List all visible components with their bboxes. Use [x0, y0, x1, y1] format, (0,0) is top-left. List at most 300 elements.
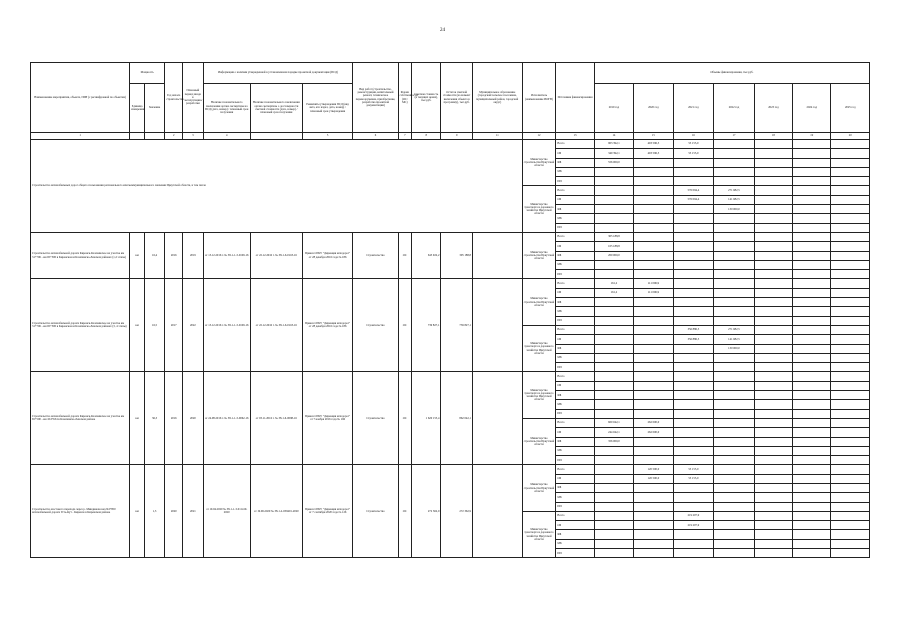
amount-cell — [594, 465, 633, 474]
amount-cell — [673, 167, 714, 176]
header-plan-year: Плановый период ввода в эксплуатацию/разработки — [183, 63, 203, 133]
amount-cell: 356 000,0 — [594, 437, 633, 446]
amount-cell — [831, 502, 870, 511]
column-number: 5 — [302, 133, 353, 140]
project-name: Строительство автомобильной дороги Киренск-Казачинское на участке км 31+706 - км 65+500 в Киренском и Казачинско-Ленском районах (1,2 этапы) — [31, 232, 130, 278]
table-row — [31, 140, 870, 149]
amount-cell — [793, 409, 831, 418]
expertise-cell: от 13.12.2016 г. № 38-1-1-3-0109-16 — [203, 279, 250, 372]
amount-cell — [831, 270, 870, 279]
amount-cell — [714, 521, 755, 530]
source-cell: Всего — [556, 232, 594, 241]
source-cell: Всего — [556, 418, 594, 427]
source-cell: МБ — [556, 214, 594, 223]
amount-cell — [594, 223, 633, 232]
amount-cell — [634, 511, 673, 520]
amount-cell — [793, 428, 831, 437]
amount-cell: 903 392,1 — [594, 140, 633, 149]
amount-cell — [634, 549, 673, 558]
remaining-cost-cell: 272 362,9 — [441, 465, 473, 558]
column-number: 20 — [831, 133, 870, 140]
end-year-cell: 2020 — [183, 372, 203, 465]
executor-cell: Министерство строительства Иркутской области — [522, 140, 556, 186]
amount-cell — [831, 298, 870, 307]
executor-cell: Министерство строительства Иркутской области — [522, 418, 556, 464]
amount-cell — [714, 279, 755, 288]
amount-cell — [714, 177, 755, 186]
amount-cell — [793, 186, 831, 195]
amount-cell — [714, 307, 755, 316]
amount-cell — [831, 530, 870, 539]
amount-cell — [594, 363, 633, 372]
amount-cell — [594, 270, 633, 279]
amount-cell — [831, 539, 870, 548]
amount-cell — [714, 418, 755, 427]
amount-cell — [594, 409, 633, 418]
amount-cell — [754, 167, 792, 176]
unit-cell: км — [130, 372, 145, 465]
work-type-cell: Строительство — [353, 279, 398, 372]
amount-cell — [673, 549, 714, 558]
amount-cell — [673, 502, 714, 511]
amount-cell — [831, 409, 870, 418]
header-value: Значение — [144, 84, 164, 133]
amount-cell — [831, 288, 870, 297]
amount-cell — [793, 325, 831, 334]
column-number: 7 — [398, 133, 412, 140]
amount-cell — [634, 177, 673, 186]
amount-cell — [754, 251, 792, 260]
amount-cell — [754, 437, 792, 446]
estimate-cell: от 22.12.2016 г. № 38-1-6-0118-16 — [250, 279, 302, 372]
amount-cell — [754, 372, 792, 381]
amount-cell — [754, 363, 792, 372]
amount-cell — [831, 549, 870, 558]
amount-cell: 356 886,5 — [673, 325, 714, 334]
amount-cell — [634, 539, 673, 548]
amount-cell: 200 000,0 — [594, 251, 633, 260]
amount-cell: 349 392,1 — [594, 149, 633, 158]
amount-cell — [673, 381, 714, 390]
amount-cell — [831, 242, 870, 251]
amount-cell — [831, 363, 870, 372]
source-cell: ИИ — [556, 456, 594, 465]
amount-cell — [673, 251, 714, 260]
amount-cell — [754, 539, 792, 548]
amount-cell — [793, 381, 831, 390]
amount-cell — [831, 177, 870, 186]
amount-cell — [714, 549, 755, 558]
amount-cell: 105 188,8 — [594, 242, 633, 251]
table-row — [31, 465, 870, 474]
amount-cell: 130 000,0 — [714, 344, 755, 353]
amount-cell — [754, 205, 792, 214]
amount-cell — [793, 474, 831, 483]
amount-cell — [634, 316, 673, 325]
source-cell: Всего — [556, 511, 594, 520]
amount-cell — [793, 511, 831, 520]
source-cell: ИИ — [556, 502, 594, 511]
amount-cell — [793, 232, 831, 241]
amount-cell — [831, 437, 870, 446]
column-number: 14 — [594, 133, 633, 140]
source-cell: ОБ — [556, 335, 594, 344]
header-approval: Реквизиты утверждения ПСД (вид акта, кто издал, дата, номер) / плановый срок утверждения — [302, 84, 353, 133]
executor-cell: Министерство транспорта и дорожного хозяйства Иркутской области — [522, 186, 556, 232]
amount-cell: 161,2 — [594, 279, 633, 288]
amount-cell — [754, 409, 792, 418]
amount-cell — [793, 335, 831, 344]
amount-cell — [634, 251, 673, 260]
amount-cell — [831, 474, 870, 483]
work-type-cell: Строительство — [353, 372, 398, 465]
column-number: 18 — [754, 133, 792, 140]
header-year-2025: 2025 год — [831, 84, 870, 133]
amount-cell — [673, 307, 714, 316]
amount-cell — [594, 511, 633, 520]
amount-cell — [793, 158, 831, 167]
amount-cell — [754, 446, 792, 455]
amount-cell — [831, 372, 870, 381]
source-cell: МБ — [556, 446, 594, 455]
amount-cell — [714, 530, 755, 539]
amount-cell — [673, 539, 714, 548]
amount-cell — [714, 167, 755, 176]
amount-cell — [754, 549, 792, 558]
amount-cell — [831, 456, 870, 465]
amount-cell — [831, 260, 870, 269]
source-cell: Всего — [556, 325, 594, 334]
amount-cell — [714, 260, 755, 269]
amount-cell: 244 042,1 — [594, 428, 633, 437]
source-cell: ИИ — [556, 177, 594, 186]
source-cell: МБ — [556, 353, 594, 362]
amount-cell — [754, 307, 792, 316]
amount-cell — [673, 391, 714, 400]
amount-cell — [714, 456, 755, 465]
column-number: 12 — [522, 133, 556, 140]
financing-table — [30, 62, 870, 558]
approval-cell: Приказ ОГКУ "Дирекция автодорог" от 28 декабря 2016 года № 186 — [302, 279, 353, 372]
amount-cell — [634, 530, 673, 539]
header-start-year: Год начала строительства — [165, 63, 183, 133]
unit-cell: км — [130, 232, 145, 278]
amount-cell — [594, 446, 633, 455]
amount-cell — [714, 409, 755, 418]
amount-cell — [634, 335, 673, 344]
amount-cell — [714, 251, 755, 260]
amount-cell — [714, 316, 755, 325]
header-year-2019: 2019 год — [594, 84, 633, 133]
ownership-cell: ОС — [398, 279, 412, 372]
table-body — [31, 140, 870, 558]
column-number: 1 — [31, 133, 130, 140]
amount-cell — [673, 279, 714, 288]
amount-cell — [793, 149, 831, 158]
header-year-2021: 2021 год — [673, 84, 714, 133]
amount-cell — [754, 391, 792, 400]
amount-cell — [594, 344, 633, 353]
column-number: 9 — [441, 133, 473, 140]
amount-cell — [754, 428, 792, 437]
amount-cell — [831, 186, 870, 195]
amount-cell — [754, 456, 792, 465]
value-cell: 36,3 — [144, 372, 164, 465]
amount-cell — [634, 381, 673, 390]
amount-cell — [754, 270, 792, 279]
amount-cell — [714, 242, 755, 251]
amount-cell — [831, 316, 870, 325]
amount-cell — [714, 474, 755, 483]
amount-cell — [793, 465, 831, 474]
approval-cell: Приказ ОГКУ "Дирекция автодорог" от 7 ноября 2016 года № 166 — [302, 372, 353, 465]
amount-cell — [634, 167, 673, 176]
amount-cell — [831, 483, 870, 492]
amount-cell — [831, 307, 870, 316]
amount-cell — [594, 474, 633, 483]
column-number: 16 — [673, 133, 714, 140]
approval-cell: Приказ ОГКУ "Дирекция автодорог" от 28 декабря 2016 года № 186 — [302, 232, 353, 278]
amount-cell — [831, 325, 870, 334]
amount-cell — [673, 214, 714, 223]
table-row — [31, 372, 870, 381]
ownership-cell: ОС — [398, 372, 412, 465]
source-cell: ОБ — [556, 195, 594, 204]
source-cell: ФБ — [556, 391, 594, 400]
header-estimate: Наличие положительного заключения органа экспертизы о достоверности сметной стоимости (дата, номер) / плановый срок получения — [250, 84, 302, 133]
amount-cell — [634, 158, 673, 167]
amount-cell — [634, 214, 673, 223]
amount-cell — [754, 260, 792, 269]
source-cell: ОБ — [556, 381, 594, 390]
source-cell: ИИ — [556, 270, 594, 279]
amount-cell — [831, 400, 870, 409]
amount-cell — [714, 363, 755, 372]
amount-cell — [793, 223, 831, 232]
amount-cell — [594, 539, 633, 548]
amount-cell — [793, 242, 831, 251]
amount-cell — [673, 446, 714, 455]
source-cell: ФБ — [556, 251, 594, 260]
amount-cell — [714, 353, 755, 362]
amount-cell — [634, 223, 673, 232]
amount-cell — [714, 502, 755, 511]
amount-cell — [793, 456, 831, 465]
source-cell: ФБ — [556, 437, 594, 446]
expertise-cell: от 10.04.2020 № 38-1-1-3-011419-2020 — [203, 465, 250, 558]
municipality-cell — [472, 232, 522, 278]
amount-cell — [793, 391, 831, 400]
amount-cell — [594, 186, 633, 195]
amount-cell — [831, 232, 870, 241]
source-cell: ФБ — [556, 530, 594, 539]
column-number: 15 — [634, 133, 673, 140]
amount-cell — [754, 335, 792, 344]
amount-cell: 305 188,8 — [594, 232, 633, 241]
amount-cell — [673, 483, 714, 492]
amount-cell: 493 596,5 — [634, 140, 673, 149]
amount-cell — [634, 502, 673, 511]
table-row — [31, 232, 870, 241]
source-cell: ОБ — [556, 149, 594, 158]
amount-cell — [634, 391, 673, 400]
work-type-cell: Строительство — [353, 465, 398, 558]
amount-cell — [754, 195, 792, 204]
amount-cell — [754, 530, 792, 539]
amount-cell — [594, 400, 633, 409]
amount-cell — [714, 437, 755, 446]
source-cell: МБ — [556, 167, 594, 176]
column-number: 6 — [353, 133, 398, 140]
source-cell: Всего — [556, 279, 594, 288]
amount-cell — [754, 288, 792, 297]
amount-cell — [793, 205, 831, 214]
amount-cell — [594, 549, 633, 558]
executor-cell: Министерство транспорта и дорожного хозяйства Иркутской области — [522, 511, 556, 557]
amount-cell — [831, 391, 870, 400]
amount-cell — [594, 381, 633, 390]
amount-cell — [634, 242, 673, 251]
column-number: 17 — [714, 133, 755, 140]
header-expertise: Наличие положительного заключения органа экспертизы на ПСД (дата, номер) / плановый срок получения — [203, 84, 250, 133]
remaining-cost-cell: 739 827,1 — [441, 279, 473, 372]
amount-cell — [634, 298, 673, 307]
amount-cell — [793, 195, 831, 204]
executor-cell: Министерство строительства Иркутской области — [522, 232, 556, 278]
amount-cell — [673, 456, 714, 465]
column-number: 3 — [183, 133, 203, 140]
source-cell: МБ — [556, 400, 594, 409]
amount-cell — [831, 335, 870, 344]
amount-cell: 576 094,4 — [673, 195, 714, 204]
amount-cell — [634, 446, 673, 455]
executor-cell: Министерство строительства Иркутской области — [522, 279, 556, 325]
amount-cell — [831, 465, 870, 474]
amount-cell — [831, 428, 870, 437]
amount-cell — [673, 437, 714, 446]
amount-cell — [634, 270, 673, 279]
end-year-cell: 2019 — [183, 232, 203, 278]
amount-cell — [594, 177, 633, 186]
estimate-cell: от 19.06.2020 № 38-1-2-039401-2020 — [250, 465, 302, 558]
amount-cell: 111 096,9 — [634, 288, 673, 297]
amount-cell — [754, 400, 792, 409]
source-cell: ФБ — [556, 158, 594, 167]
amount-cell — [793, 521, 831, 530]
header-year-2022: 2022 год — [714, 84, 755, 133]
amount-cell — [831, 149, 870, 158]
amount-cell — [793, 307, 831, 316]
amount-cell — [754, 521, 792, 530]
amount-cell — [673, 298, 714, 307]
amount-cell — [793, 483, 831, 492]
amount-cell — [793, 167, 831, 176]
end-year-cell: 2021 — [183, 465, 203, 558]
amount-cell — [673, 177, 714, 186]
amount-cell — [673, 353, 714, 362]
amount-cell — [634, 437, 673, 446]
header-year-2020: 2020 год — [634, 84, 673, 133]
amount-cell: 356 886,5 — [673, 335, 714, 344]
source-cell: Всего — [556, 140, 594, 149]
amount-cell — [714, 288, 755, 297]
amount-cell — [754, 316, 792, 325]
amount-cell — [793, 140, 831, 149]
amount-cell — [714, 158, 755, 167]
value-cell: 16,4 — [144, 232, 164, 278]
amount-cell — [714, 298, 755, 307]
source-cell: МБ — [556, 539, 594, 548]
project-name: Строительство автомобильной дороги Киренск-Казачинское на участке км 31+706 - км 65+500 в Киренском и Казачинско-Ленском районах (3, 4 этапы) — [31, 279, 130, 372]
amount-cell: 493 596,5 — [634, 149, 673, 158]
amount-cell — [594, 483, 633, 492]
amount-cell — [793, 353, 831, 362]
amount-cell — [673, 316, 714, 325]
amount-cell — [714, 400, 755, 409]
amount-cell — [754, 325, 792, 334]
header-unit: Единица измерения — [130, 84, 145, 133]
amount-cell — [714, 372, 755, 381]
amount-cell — [673, 260, 714, 269]
amount-cell — [831, 521, 870, 530]
amount-cell — [714, 446, 755, 455]
amount-cell — [634, 400, 673, 409]
amount-cell — [793, 400, 831, 409]
amount-cell — [673, 158, 714, 167]
estimated-cost-cell: 1 620 155,4 — [412, 372, 441, 465]
amount-cell — [594, 316, 633, 325]
source-cell: Всего — [556, 372, 594, 381]
amount-cell — [831, 353, 870, 362]
amount-cell — [673, 242, 714, 251]
amount-cell — [754, 140, 792, 149]
estimated-cost-cell: 272 362,9 — [412, 465, 441, 558]
amount-cell: 576 094,4 — [673, 186, 714, 195]
column-number — [250, 133, 302, 140]
amount-cell — [634, 372, 673, 381]
column-number: 11 — [472, 133, 522, 140]
amount-cell: 53 155,0 — [673, 465, 714, 474]
amount-cell — [793, 288, 831, 297]
column-number — [130, 133, 145, 140]
amount-cell — [634, 409, 673, 418]
amount-cell — [793, 214, 831, 223]
amount-cell — [793, 502, 831, 511]
estimate-cell: от 03.11.2016 г. № 38-1-6-0098-16 — [250, 372, 302, 465]
executor-cell: Министерство транспорта и дорожного хозяйства Иркутской области — [522, 325, 556, 371]
amount-cell — [634, 521, 673, 530]
amount-cell: 556 000,0 — [594, 158, 633, 167]
table-header — [31, 63, 870, 140]
amount-cell — [714, 232, 755, 241]
amount-cell — [754, 177, 792, 186]
amount-cell: 161,2 — [594, 288, 633, 297]
expertise-cell: от 24.08.2016 г. № 38-1-1-3-0062-16 — [203, 372, 250, 465]
start-year-cell: 2017 — [165, 279, 183, 372]
estimated-cost-cell: 645 922,2 — [412, 232, 441, 278]
work-type-cell: Строительство — [353, 232, 398, 278]
amount-cell: 130 000,0 — [714, 205, 755, 214]
amount-cell — [714, 483, 755, 492]
amount-cell — [831, 381, 870, 390]
amount-cell — [673, 232, 714, 241]
amount-cell — [634, 205, 673, 214]
source-cell: ОБ — [556, 474, 594, 483]
amount-cell — [793, 372, 831, 381]
amount-cell — [594, 205, 633, 214]
source-cell: МБ — [556, 493, 594, 502]
amount-cell — [594, 325, 633, 334]
